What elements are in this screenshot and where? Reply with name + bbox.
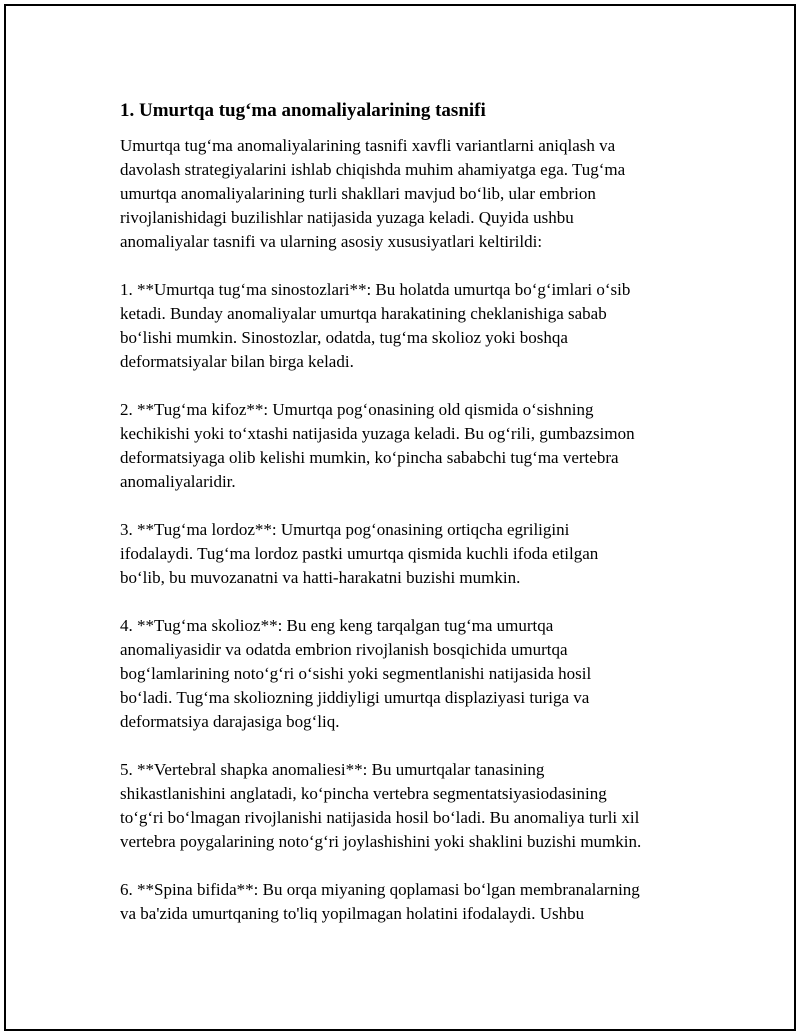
- text-line: 1. **Umurtqa tug‘ma sinostozlari**: Bu holatda umurtqa bo‘g‘imlari o‘sib: [120, 280, 631, 299]
- text-line: umurtqa anomaliyalarining turli shakllari mavjud bo‘lib, ular embrion: [120, 184, 596, 203]
- intro-paragraph: [120, 134, 700, 254]
- list-item-spina-bifida: [120, 878, 700, 926]
- text-line: shikastlanishini anglatadi, ko‘pincha vertebra segmentatsiyasiodasining: [120, 784, 607, 803]
- list-item-skolioz: [120, 614, 700, 734]
- text-line: 6. **Spina bifida**: Bu orqa miyaning qoplamasi bo‘lgan membranalarning: [120, 880, 640, 899]
- text-line: vertebra poygalarining noto‘g‘ri joylashishini yoki shaklini buzishi mumkin.: [120, 832, 642, 851]
- text-line: anomaliyasidir va odatda embrion rivojlanish bosqichida umurtqa: [120, 640, 568, 659]
- text-line: bog‘lamlarining noto‘g‘ri o‘sishi yoki segmentlanishi natijasida hosil: [120, 664, 592, 683]
- text-line: 4. **Tug‘ma skolioz**: Bu eng keng tarqalgan tug‘ma umurtqa: [120, 616, 554, 635]
- text-line: anomaliyalar tasnifi va ularning asosiy xususiyatlari keltirildi:: [120, 232, 543, 251]
- text-line: va ba'zida umurtqaning to'liq yopilmagan holatini ifodalaydi. Ushbu: [120, 904, 585, 923]
- text-line: ketadi. Bunday anomaliyalar umurtqa harakatining cheklanishiga sabab: [120, 304, 607, 323]
- text-line: Umurtqa tug‘ma anomaliyalarining tasnifi xavfli variantlarni aniqlash va: [120, 136, 616, 155]
- list-item-vertebral-shapka: [120, 758, 700, 854]
- text-line: 2. **Tug‘ma kifoz**: Umurtqa pog‘onasining old qismida o‘sishning: [120, 400, 594, 419]
- text-line: kechikishi yoki to‘xtashi natijasida yuzaga keladi. Bu og‘rili, gumbazsimon: [120, 424, 635, 443]
- text-line: rivojlanishidagi buzilishlar natijasida yuzaga keladi. Quyida ushbu: [120, 208, 574, 227]
- section-heading: 1. Umurtqa tug‘ma anomaliyalarining tasnifi: [120, 100, 486, 121]
- text-line: ifodalaydi. Tug‘ma lordoz pastki umurtqa qismida kuchli ifoda etilgan: [120, 544, 599, 563]
- list-item-lordoz: [120, 518, 700, 590]
- text-line: anomaliyalaridir.: [120, 472, 236, 491]
- text-line: to‘g‘ri bo‘lmagan rivojlanishi natijasida hosil bo‘ladi. Bu anomaliya turli xil: [120, 808, 640, 827]
- page-frame: [4, 4, 796, 1031]
- document-body: [120, 98, 700, 950]
- text-line: deformatsiya darajasiga bog‘liq.: [120, 712, 340, 731]
- list-item-kifoz: [120, 398, 700, 494]
- text-line: davolash strategiyalarini ishlab chiqishda muhim ahamiyatga ega. Tug‘ma: [120, 160, 626, 179]
- text-line: 3. **Tug‘ma lordoz**: Umurtqa pog‘onasining ortiqcha egriligini: [120, 520, 570, 539]
- text-line: bo‘lishi mumkin. Sinostozlar, odatda, tug‘ma skolioz yoki boshqa: [120, 328, 568, 347]
- text-line: 5. **Vertebral shapka anomaliesi**: Bu umurtqalar tanasining: [120, 760, 545, 779]
- text-line: bo‘ladi. Tug‘ma skoliozning jiddiyligi umurtqa displaziyasi turiga va: [120, 688, 590, 707]
- list-item-sinostoz: [120, 278, 700, 374]
- text-line: bo‘lib, bu muvozanatni va hatti-harakatni buzishi mumkin.: [120, 568, 521, 587]
- text-line: deformatsiyaga olib kelishi mumkin, ko‘pincha sababchi tug‘ma vertebra: [120, 448, 619, 467]
- text-line: deformatsiyalar bilan birga keladi.: [120, 352, 354, 371]
